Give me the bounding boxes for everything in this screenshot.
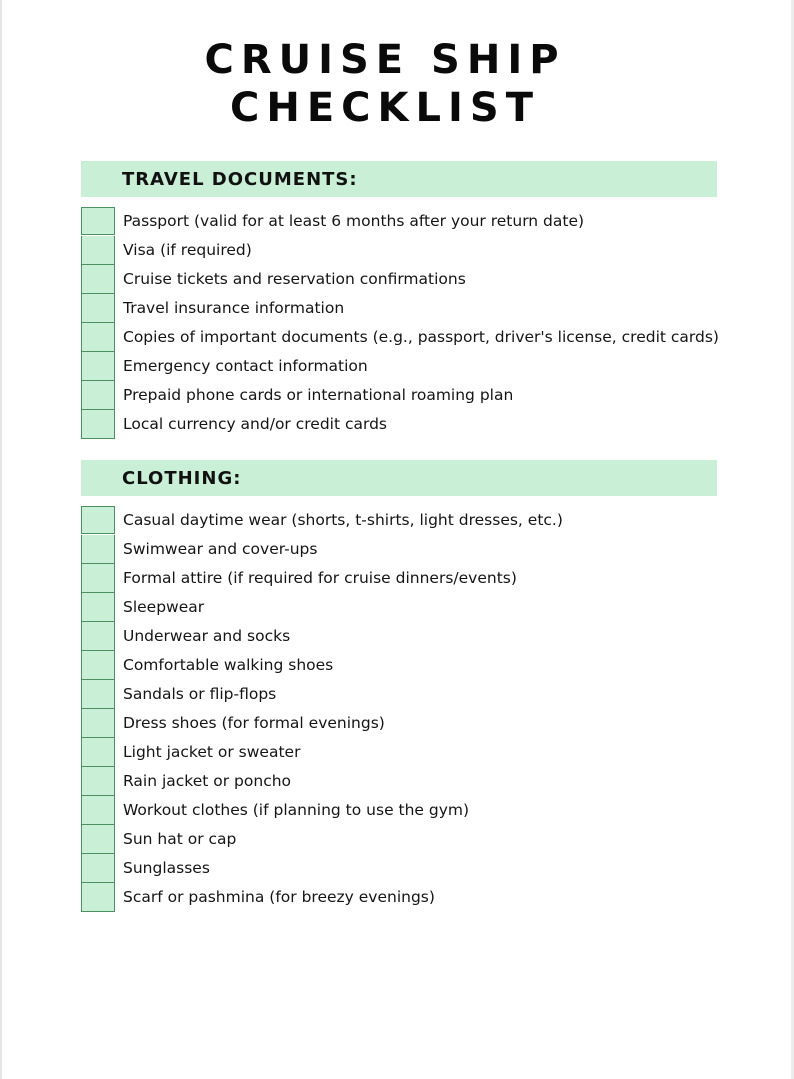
checklist-item-label: Sun hat or cap xyxy=(123,830,237,848)
checklist-item-label: Rain jacket or poncho xyxy=(123,772,292,790)
checklist-item xyxy=(81,323,717,352)
checkbox[interactable] xyxy=(81,738,115,767)
checklist-item-label: Visa (if required) xyxy=(123,241,252,259)
checklist xyxy=(81,506,717,912)
checklist-item xyxy=(81,767,717,796)
checkbox[interactable] xyxy=(81,796,115,825)
checkbox[interactable] xyxy=(81,883,115,912)
checklist-item-label: Swimwear and cover-ups xyxy=(123,540,318,558)
checklist-item xyxy=(81,622,717,651)
checklist-item xyxy=(81,825,717,854)
checklist-item xyxy=(81,796,717,825)
section-clothing xyxy=(81,460,717,912)
checkbox[interactable] xyxy=(81,767,115,796)
checklist-item-label: Cruise tickets and reservation confirmations xyxy=(123,270,466,288)
checkbox[interactable] xyxy=(81,410,115,439)
checkbox[interactable] xyxy=(81,294,115,323)
checklist-item xyxy=(81,294,717,323)
checkbox[interactable] xyxy=(81,854,115,883)
checklist-item xyxy=(81,564,717,593)
checkbox[interactable] xyxy=(81,535,115,564)
title-line: CHECKLIST xyxy=(230,85,540,131)
checklist-item-label: Casual daytime wear (shorts, t-shirts, light dresses, etc.) xyxy=(123,511,563,529)
checklist-item xyxy=(81,854,717,883)
checklist-item-label: Scarf or pashmina (for breezy evenings) xyxy=(123,888,435,906)
checklist-item xyxy=(81,883,717,912)
section-heading: TRAVEL DOCUMENTS: xyxy=(81,161,717,197)
checkbox[interactable] xyxy=(81,825,115,854)
checkbox[interactable] xyxy=(81,564,115,593)
checklist xyxy=(81,207,717,439)
checklist-item xyxy=(81,709,717,738)
checkbox[interactable] xyxy=(81,680,115,709)
checklist-item-label: Prepaid phone cards or international roaming plan xyxy=(123,386,514,404)
checklist-item-label: Sunglasses xyxy=(123,859,210,877)
checklist-item xyxy=(81,506,717,535)
checkbox[interactable] xyxy=(81,207,115,235)
checklist-item xyxy=(81,236,717,265)
title-line: CRUISE SHIP xyxy=(204,37,566,83)
section-heading: CLOTHING: xyxy=(81,460,717,496)
checkbox[interactable] xyxy=(81,709,115,738)
checkbox[interactable] xyxy=(81,651,115,680)
checklist-item xyxy=(81,651,717,680)
checklist-item-label: Copies of important documents (e.g., passport, driver's license, credit cards) xyxy=(123,328,719,346)
checkbox[interactable] xyxy=(81,593,115,622)
page-edge xyxy=(0,0,2,1079)
checklist-item xyxy=(81,207,717,236)
checklist-item-label: Emergency contact information xyxy=(123,357,368,375)
checklist-item-label: Light jacket or sweater xyxy=(123,743,301,761)
checklist-item-label: Sandals or flip-flops xyxy=(123,685,277,703)
checkbox[interactable] xyxy=(81,506,115,534)
section-travel-documents xyxy=(81,161,717,439)
checkbox[interactable] xyxy=(81,381,115,410)
checklist-item xyxy=(81,352,717,381)
checklist-item xyxy=(81,265,717,294)
checklist-item xyxy=(81,535,717,564)
checklist-item-label: Workout clothes (if planning to use the gym) xyxy=(123,801,470,819)
checkbox[interactable] xyxy=(81,265,115,294)
checkbox[interactable] xyxy=(81,622,115,651)
checklist-item-label: Comfortable walking shoes xyxy=(123,656,334,674)
checklist-item-label: Underwear and socks xyxy=(123,627,291,645)
checklist-item xyxy=(81,738,717,767)
page-title xyxy=(0,36,770,132)
checkbox[interactable] xyxy=(81,352,115,381)
checkbox[interactable] xyxy=(81,323,115,352)
checklist-item xyxy=(81,680,717,709)
checklist-item-label: Passport (valid for at least 6 months after your return date) xyxy=(123,212,585,230)
checklist-item xyxy=(81,593,717,622)
checkbox[interactable] xyxy=(81,236,115,265)
checklist-item-label: Sleepwear xyxy=(123,598,205,616)
checklist-item-label: Local currency and/or credit cards xyxy=(123,415,387,433)
checklist-item xyxy=(81,410,717,439)
checklist-item xyxy=(81,381,717,410)
checklist-item-label: Dress shoes (for formal evenings) xyxy=(123,714,385,732)
checklist-item-label: Formal attire (if required for cruise dinners/events) xyxy=(123,569,517,587)
checklist-item-label: Travel insurance information xyxy=(123,299,345,317)
